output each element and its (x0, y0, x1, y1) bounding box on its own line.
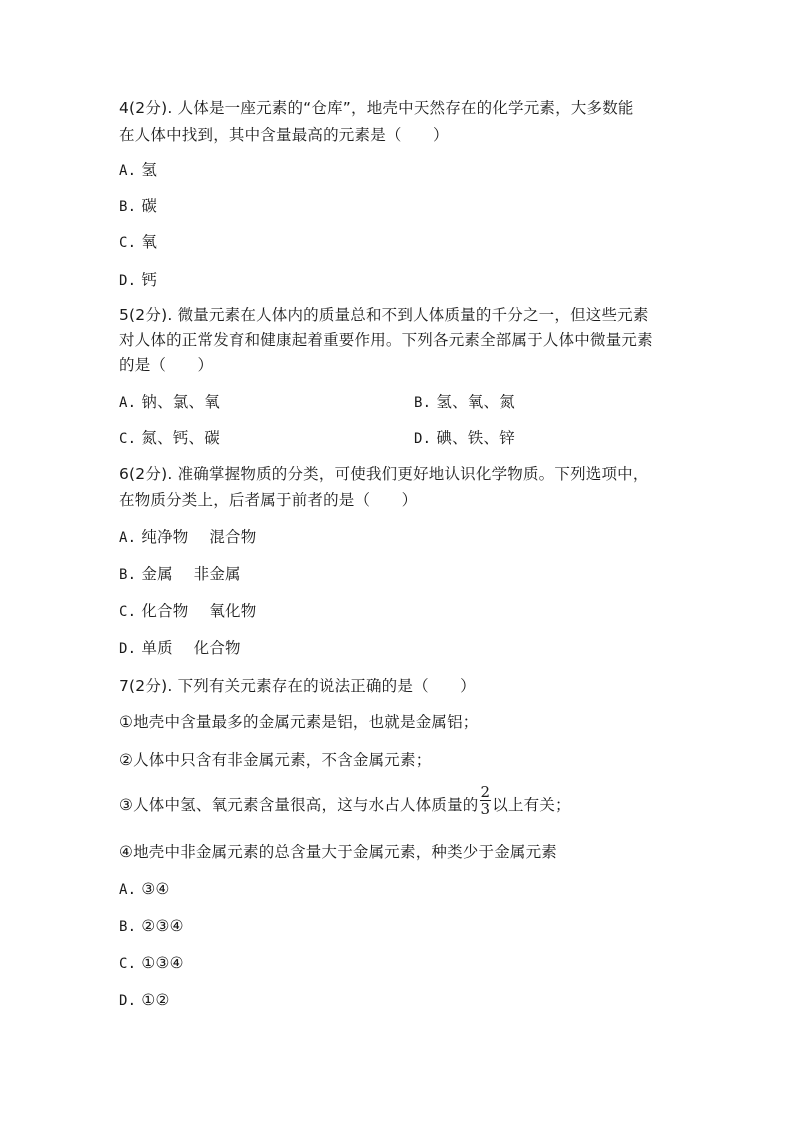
q4-option-c (119, 232, 157, 253)
option-key: B. (119, 919, 137, 935)
option-text: 钙 (141, 271, 158, 289)
q6-stem-line1: 6(2分). 准确掌握物质的分类，可使我们更好地认识化学物质。下列选项中， (119, 465, 649, 483)
option-key: A. (119, 163, 137, 179)
option-text: ①② (141, 991, 170, 1009)
option-text: 钠、氯、氧 (141, 393, 220, 411)
q6-stem-line2: 在物质分类上，后者属于前者的是（ ） (119, 491, 418, 509)
option-text: 金属 非金属 (141, 565, 241, 583)
q4-option-d (119, 270, 157, 291)
q7-statement-4: ④地壳中非金属元素的总含量大于金属元素，种类少于金属元素 (119, 843, 557, 861)
option-key: D. (414, 431, 432, 447)
q7-option-a (119, 879, 170, 900)
option-key: C. (119, 431, 137, 447)
q5-stem-line3: 的是（ ） (119, 356, 214, 374)
q7-statement-1: ①地壳中含量最多的金属元素是铝，也就是金属铝； (119, 713, 479, 731)
q4-stem-line2: 在人体中找到，其中含量最高的元素是（ ） (119, 126, 449, 144)
option-key: B. (119, 199, 137, 215)
option-key: A. (119, 395, 137, 411)
option-key: D. (119, 641, 137, 657)
option-key: B. (414, 395, 432, 411)
q7-option-c (119, 953, 184, 974)
option-key: C. (119, 956, 137, 972)
option-text: ①③④ (141, 954, 184, 972)
q7-statement-3 (119, 783, 571, 818)
q5-option-c (119, 428, 220, 449)
q4-option-a (119, 160, 157, 181)
option-key: C. (119, 604, 137, 620)
q6-option-b (119, 564, 241, 585)
q7-stem: 7(2分). 下列有关元素存在的说法正确的是（ ） (119, 677, 476, 695)
q5-option-b (414, 392, 515, 413)
option-key: A. (119, 882, 137, 898)
fraction-numerator: 2 (480, 783, 491, 801)
q5-option-a (119, 392, 220, 413)
q6-option-a (119, 527, 256, 548)
option-key: A. (119, 530, 137, 546)
q7-option-b (119, 916, 184, 937)
option-text: 纯净物 混合物 (141, 528, 257, 546)
option-text: 氢、氧、氮 (436, 393, 515, 411)
option-key: C. (119, 235, 137, 251)
q6-option-c (119, 601, 256, 622)
option-key: D. (119, 993, 137, 1009)
fraction-two-thirds (480, 784, 492, 817)
option-text: 碳 (141, 197, 158, 215)
q6-option-d (119, 638, 241, 659)
option-text: 氧 (141, 233, 158, 251)
option-text: 化合物 氧化物 (141, 602, 257, 620)
option-key: D. (119, 273, 137, 289)
q4-stem-line1: 4(2分). 人体是一座元素的“仓库”，地壳中天然存在的化学元素，大多数能 (119, 99, 634, 117)
option-text: 氮、钙、碳 (141, 429, 220, 447)
fraction-denominator: 3 (480, 800, 491, 818)
option-text: 氢 (141, 161, 158, 179)
statement-3-text-after: 以上有关； (492, 796, 571, 814)
option-text: 单质 化合物 (141, 639, 241, 657)
option-text: ③④ (141, 880, 170, 898)
statement-3-text-before: ③人体中氢、氧元素含量很高，这与水占人体质量的 (119, 796, 479, 814)
q7-option-d (119, 990, 170, 1011)
q5-option-d (414, 428, 515, 449)
q7-statement-2: ②人体中只含有非金属元素，不含金属元素； (119, 751, 432, 769)
option-key: B. (119, 567, 137, 583)
option-text: ②③④ (141, 917, 184, 935)
q5-stem-line1: 5(2分). 微量元素在人体内的质量总和不到人体质量的千分之一，但这些元素 (119, 306, 649, 324)
q4-option-b (119, 196, 157, 217)
option-text: 碘、铁、锌 (436, 429, 515, 447)
q5-stem-line2: 对人体的正常发育和健康起着重要作用。下列各元素全部属于人体中微量元素 (119, 331, 653, 349)
